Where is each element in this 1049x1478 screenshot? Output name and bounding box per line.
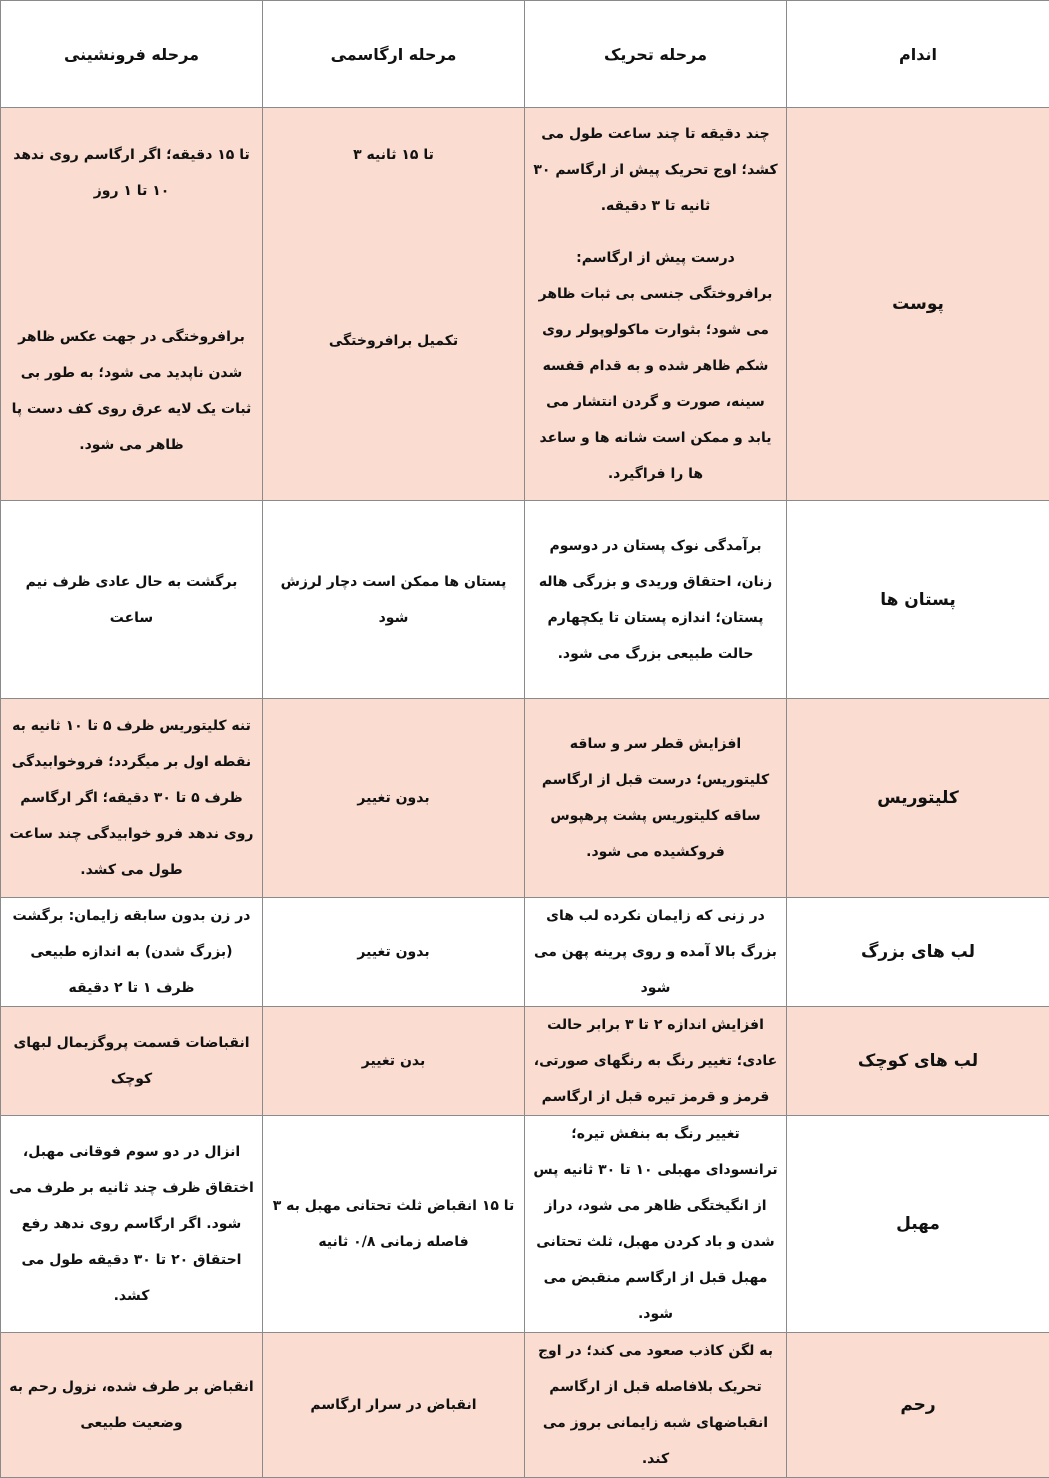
organ-cell: لب های بزرگ <box>787 898 1049 1007</box>
table-row <box>1 898 1049 1007</box>
orgasm-cell: بدون تغییر <box>263 699 525 898</box>
excitement-text: درست پیش از ارگاسم: برافروختگی جنسی بی ثبات ظاهر می شود؛ بثوارت ماکولوپولر روی شکم ظاهر شده و به قدام قفسه سینه، صورت و گردن انتشار می یابد و ممکن است شانه ها و ساعد ها را فراگیرد. <box>533 240 778 492</box>
excitement-text: چند دقیقه تا چند ساعت طول می کشد؛ اوج تحریک پیش از ارگاسم ۳۰ ثانیه تا ۳ دقیقه. <box>533 116 778 224</box>
header-organ: اندام <box>787 1 1049 108</box>
table-row <box>1 1116 1049 1333</box>
orgasm-cell: بدون تغییر <box>263 898 525 1007</box>
organ-cell: پوست <box>787 108 1049 501</box>
table-row <box>1 699 1049 898</box>
table-row <box>1 1333 1049 1478</box>
resolution-cell <box>1 108 263 501</box>
resolution-cell: برگشت به حال عادی ظرف نیم ساعت <box>1 501 263 699</box>
table-row <box>1 501 1049 699</box>
organ-cell: کلیتوریس <box>787 699 1049 898</box>
orgasm-cell: پستان ها ممکن است دچار لرزش شود <box>263 501 525 699</box>
organ-cell: پستان ها <box>787 501 1049 699</box>
resolution-cell: انقباض بر طرف شده، نزول رحم به وضعیت طبیعی <box>1 1333 263 1478</box>
header-row <box>1 1 1049 108</box>
orgasm-cell: تا ۱۵ انقباض ثلث تحتانی مهبل به ۳ فاصله زمانی ۰/۸ ثانیه <box>263 1116 525 1333</box>
header-orgasm: مرحله ارگاسمی <box>263 1 525 108</box>
orgasm-cell: انقباض در سرار ارگاسم <box>263 1333 525 1478</box>
organ-cell: لب های کوچک <box>787 1007 1049 1116</box>
excitement-cell: افزایش اندازه ۲ تا ۳ برابر حالت عادی؛ تغییر رنگ به رنگهای صورتی، قرمز و قرمز تیره قبل از ارگاسم <box>525 1007 787 1116</box>
excitement-cell <box>525 108 787 501</box>
header-excitement: مرحله تحریک <box>525 1 787 108</box>
excitement-cell: افزایش قطر سر و ساقه کلیتوریس؛ درست قبل از ارگاسم ساقه کلیتوریس پشت پرهپوس فروکشیده می شود. <box>525 699 787 898</box>
resolution-cell: انقباضات قسمت پروگزیمال لبهای کوچک <box>1 1007 263 1116</box>
orgasm-cell: بدن تغییر <box>263 1007 525 1116</box>
resolution-cell: در زن بدون سابقه زایمان: برگشت (بزرگ شدن) به اندازه طبیعی ظرف ۱ تا ۲ دقیقه <box>1 898 263 1007</box>
orgasm-text: تا ۱۵ ثانیه ۳ <box>271 137 516 173</box>
resolution-text: برافروختگی در جهت عکس ظاهر شدن ناپدید می شود؛ به طور بی ثبات یک لایه عرق روی کف دست پا ظاهر می شود. <box>9 319 254 463</box>
orgasm-cell <box>263 108 525 501</box>
table-row <box>1 1007 1049 1116</box>
resolution-text: تا ۱۵ دقیقه؛ اگر ارگاسم روی ندهد ۱۰ تا ۱ روز <box>9 137 254 209</box>
header-resolution: مرحله فرونشینی <box>1 1 263 108</box>
excitement-cell: تغییر رنگ به بنفش تیره؛ ترانسودای مهبلی ۱۰ تا ۳۰ ثانیه پس از انگیختگی ظاهر می شود، دراز شدن و باد کردن مهبل، ثلث تحتانی مهبل قبل از ارگاسم منقبض می شود. <box>525 1116 787 1333</box>
table-row <box>1 108 1049 501</box>
excitement-cell: برآمدگی نوک پستان در دوسوم زنان، احتقاق وریدی و بزرگی هاله پستان؛ اندازه پستان تا یکچهارم حالت طبیعی بزرگ می شود. <box>525 501 787 699</box>
organ-cell: رحم <box>787 1333 1049 1478</box>
organ-cell: مهبل <box>787 1116 1049 1333</box>
resolution-cell: انزال در دو سوم فوقانی مهبل، اختقاق ظرف چند ثانیه بر طرف می شود. اگر ارگاسم روی ندهد رفع احتقاق ۲۰ تا ۳۰ دقیقه طول می کشد. <box>1 1116 263 1333</box>
orgasm-text: تکمیل برافروختگی <box>271 323 516 359</box>
excitement-cell: در زنی که زایمان نکرده لب های بزرگ بالا آمده و روی پرینه پهن می شود <box>525 898 787 1007</box>
resolution-cell: تنه کلیتوریس ظرف ۵ تا ۱۰ ثانیه به نقطه اول بر میگردد؛ فروخوابیدگی ظرف ۵ تا ۳۰ دقیقه؛ اگر ارگاسم روی ندهد فرو خوابیدگی چند ساعت طول می کشد. <box>1 699 263 898</box>
excitement-cell: به لگن کاذب صعود می کند؛ در اوج تحریک بلافاصله قبل از ارگاسم انقباضهای شبه زایمانی بروز می کند. <box>525 1333 787 1478</box>
